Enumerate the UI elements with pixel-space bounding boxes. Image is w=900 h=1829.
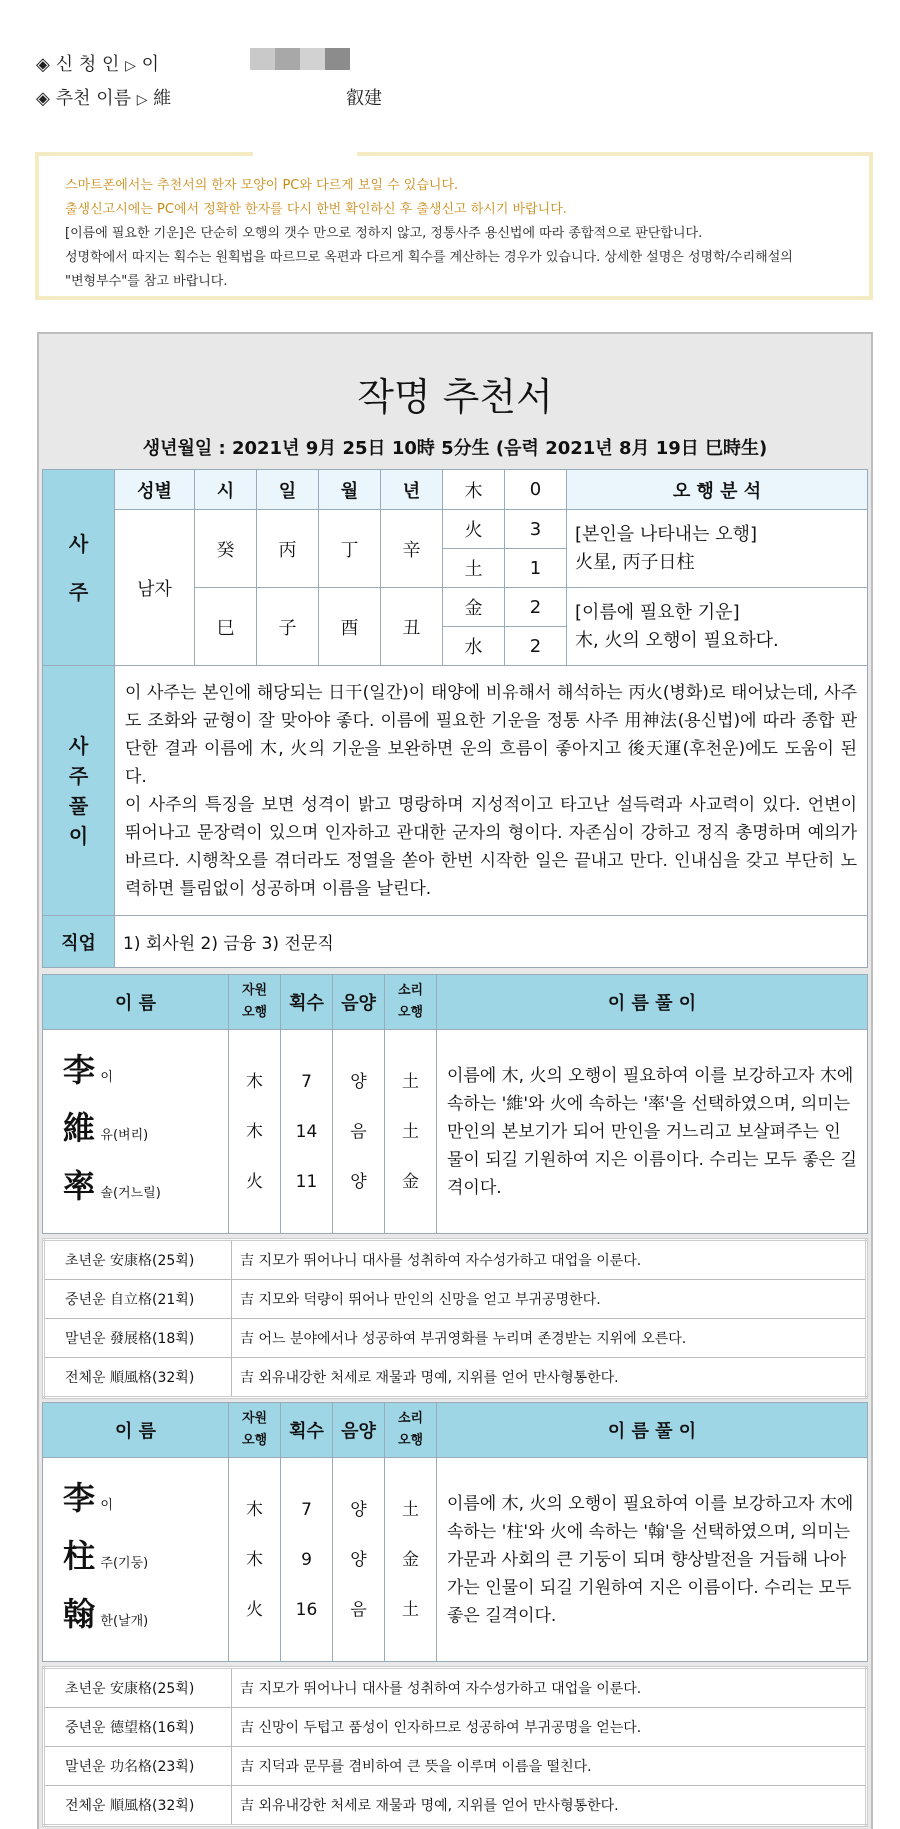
fortune-label: 초년운 安康格(25획) [44, 1240, 232, 1280]
applicant-row [36, 50, 159, 76]
col-hoeksu: 획수 [281, 975, 333, 1030]
header-wol: 월 [319, 470, 381, 510]
wol-lower: 酉 [319, 588, 381, 666]
notice-line: [이름에 필요한 기운]은 단순히 오행의 갯수 만으로 정하지 않고, 정통사주 용신법에 따라 종합적으로 판단합니다. [65, 226, 703, 241]
yinyang-values: 양 양 음 [333, 1458, 385, 1662]
name-value: 維 [153, 88, 172, 109]
notice-line: 출생신고시에는 PC에서 정확한 한자를 다시 한번 확인하신 후 출생신고 하시기 바랍니다. [65, 202, 567, 217]
header-analysis: 오 행 분 석 [567, 470, 868, 510]
sori-values: 土 金 土 [385, 1458, 437, 1662]
name-table [42, 974, 868, 1234]
stroke-values: 7 14 11 [281, 1030, 333, 1234]
wol-upper: 丁 [319, 510, 381, 588]
jawon-values: 木 木 火 [229, 1030, 281, 1234]
fortune-label: 말년운 功名格(23획) [44, 1747, 232, 1786]
element-count: 2 [505, 588, 567, 627]
col-pooi: 이 름 풀 이 [437, 975, 868, 1030]
name-explanation: 이름에 木, 火의 오행이 필요하여 이를 보강하고자 木에 속하는 '柱'와 火에 속하는 '翰'을 선택하였으며, 의미는 가문과 사회의 큰 기둥이 되며 향상발전을 거듭해 나아가는 인물이 되길 기원하여 지은 이름이다. 수리는 모두 좋은 길격이다. [437, 1458, 868, 1662]
analysis-self: [본인을 나타내는 오행] 火星, 丙子日柱 [567, 510, 868, 588]
col-sori: 소리 오행 [385, 975, 437, 1030]
col-name: 이 름 [43, 975, 229, 1030]
job-label: 직업 [43, 916, 115, 968]
header-nyeon: 년 [381, 470, 443, 510]
arrow-icon: ▷ [125, 58, 136, 74]
element-name: 土 [443, 549, 505, 588]
analysis-needed: [이름에 필요한 기운] 木, 火의 오행이 필요하다. [567, 588, 868, 666]
gender-value: 남자 [115, 510, 195, 666]
fortune-value: 吉 지모가 뛰어나니 대사를 성취하여 자수성가하고 대업을 이룬다. [232, 1668, 867, 1708]
jawon-values: 木 木 火 [229, 1458, 281, 1662]
name-chars: 李 이 柱 주(기둥) 翰 한(날개) [43, 1458, 229, 1662]
name-chars: 李 이 維 유(벼리) 率 솔(거느릴) [43, 1030, 229, 1234]
diamond-icon: ◈ [36, 54, 50, 75]
element-count: 2 [505, 627, 567, 666]
col-eumyang: 음양 [333, 1403, 385, 1458]
fortune-label: 초년운 安康格(25획) [44, 1668, 232, 1708]
saju-label: 사 주 [43, 470, 115, 666]
notice-box [35, 152, 873, 300]
stroke-values: 7 9 16 [281, 1458, 333, 1662]
nyeon-upper: 辛 [381, 510, 443, 588]
fortune-value: 吉 지모와 덕량이 뛰어나 만인의 신망을 얻고 부귀공명한다. [232, 1280, 867, 1319]
col-jawon: 자원 오행 [229, 1403, 281, 1458]
si-lower: 巳 [195, 588, 257, 666]
header-si: 시 [195, 470, 257, 510]
fortune-value: 吉 지모가 뛰어나니 대사를 성취하여 자수성가하고 대업을 이룬다. [232, 1240, 867, 1280]
col-jawon: 자원 오행 [229, 975, 281, 1030]
fortune-table [42, 1666, 868, 1827]
saju-interpretation: 이 사주는 본인에 해당되는 日干(일간)이 태양에 비유해서 해석하는 丙火(병화)로 태어났는데, 사주도 조화와 균형이 잘 맞아야 좋다. 이름에 필요한 기운을 정통 사주 用神法(용신법)에 따라 종합 판단한 결과 이름에 木, 火의 기운을 보완하면 운의 흐름이 좋아지고 後天運(후천운)에도 도움이 된다. 이 사주의 특징을 보면 성격이 밝고 명랑하며 지성적이고 타고난 설득력과 사교력이 있다. 언변이 뛰어나고 문장력이 있으며 인자하고 관대한 군자의 형이다. 자존심이 강하고 정직 총명하며 예의가 바르다. 시행착오를 겪더라도 정열을 쏟아 한번 시작한 일은 끝내고 만다. 인내심을 갖고 부단히 노력하면 틀림없이 성공하며 이름을 날린다. [115, 666, 868, 916]
col-hoeksu: 획수 [281, 1403, 333, 1458]
fortune-value: 吉 지덕과 문무를 겸비하여 큰 뜻을 이루며 이름을 떨친다. [232, 1747, 867, 1786]
element-count: 3 [505, 510, 567, 549]
redacted-block [250, 48, 350, 70]
name-label: 추천 이름 [55, 88, 132, 109]
fortune-label: 말년운 發展格(18획) [44, 1319, 232, 1358]
notice-line: 성명학에서 따지는 획수는 원획법을 따르므로 옥편과 다르게 획수를 계산하는 경우가 있습니다. 상세한 설명은 성명학/수리해설의 [65, 250, 793, 265]
fortune-value: 吉 신망이 두텁고 품성이 인자하므로 성공하여 부귀공명을 얻는다. [232, 1708, 867, 1747]
element-count: 1 [505, 549, 567, 588]
fortune-label: 전체운 順風格(32획) [44, 1786, 232, 1826]
page-title: 작명 추천서 [357, 375, 553, 419]
birth-date: 생년월일 : 2021년 9月 25日 10時 5分生 (음력 2021년 8月 19日 巳時生) [142, 438, 768, 459]
fortune-value: 吉 외유내강한 처세로 재물과 명예, 지위를 얻어 만사형통한다. [232, 1786, 867, 1826]
element-name: 火 [443, 510, 505, 549]
applicant-value: 이 [141, 54, 159, 75]
element-name: 水 [443, 627, 505, 666]
col-name: 이 름 [43, 1403, 229, 1458]
name-row [36, 84, 382, 110]
fortune-label: 전체운 順風格(32획) [44, 1358, 232, 1398]
col-pooi: 이 름 풀 이 [437, 1403, 868, 1458]
nyeon-lower: 丑 [381, 588, 443, 666]
header-gender: 성별 [115, 470, 195, 510]
sori-values: 土 土 金 [385, 1030, 437, 1234]
arrow-icon: ▷ [136, 92, 148, 108]
name-value-2: 叡建 [346, 88, 382, 109]
fortune-value: 吉 어느 분야에서나 성공하여 부귀영화를 누리며 존경받는 지위에 오른다. [232, 1319, 867, 1358]
si-upper: 癸 [195, 510, 257, 588]
il-lower: 子 [257, 588, 319, 666]
yinyang-values: 양 음 양 [333, 1030, 385, 1234]
col-sori: 소리 오행 [385, 1403, 437, 1458]
fortune-label: 중년운 德望格(16획) [44, 1708, 232, 1747]
applicant-label: 신 청 인 [55, 54, 120, 75]
name-explanation: 이름에 木, 火의 오행이 필요하여 이를 보강하고자 木에 속하는 '維'와 火에 속하는 '率'을 선택하였으며, 의미는 만인의 본보기가 되어 만인을 거느리고 보살펴주는 인물이 되길 기원하여 지은 이름이다. 수리는 모두 좋은 길격이다. [437, 1030, 868, 1234]
name-table [42, 1402, 868, 1662]
notice-line: "변형부수"를 참고 바랍니다. [65, 274, 228, 289]
recommendation-document [37, 332, 873, 1829]
fortune-value: 吉 외유내강한 처세로 재물과 명예, 지위를 얻어 만사형통한다. [232, 1358, 867, 1398]
fortune-label: 중년운 自立格(21획) [44, 1280, 232, 1319]
notice-line: 스마트폰에서는 추천서의 한자 모양이 PC와 다르게 보일 수 있습니다. [65, 178, 459, 193]
diamond-icon: ◈ [36, 88, 50, 109]
job-value: 1) 회사원 2) 금융 3) 전문직 [115, 916, 868, 968]
element-count: 0 [505, 470, 567, 510]
fortune-table [42, 1238, 868, 1399]
col-eumyang: 음양 [333, 975, 385, 1030]
header-il: 일 [257, 470, 319, 510]
element-name: 金 [443, 588, 505, 627]
il-upper: 丙 [257, 510, 319, 588]
saju-table [42, 469, 868, 968]
pooi-label: 사 주 풀 이 [43, 666, 115, 916]
element-name: 木 [443, 470, 505, 510]
